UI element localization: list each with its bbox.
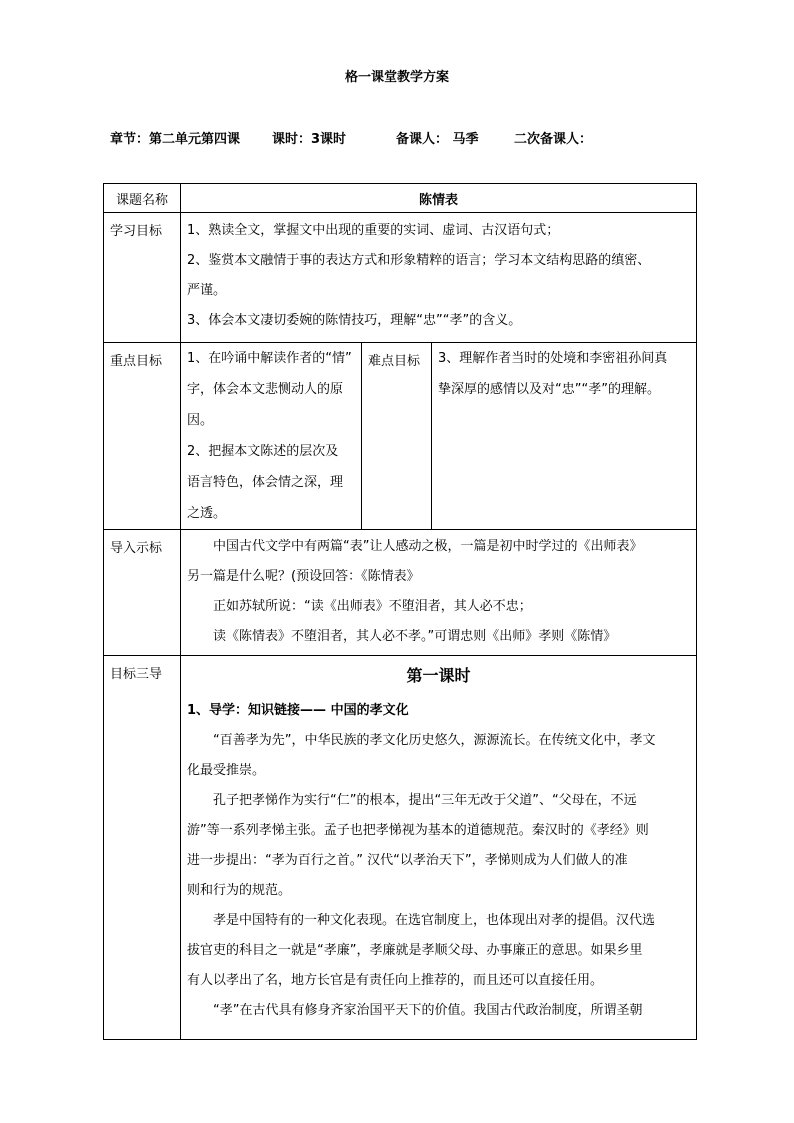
label-intro: 导入示标 xyxy=(104,530,181,656)
guide-cell xyxy=(181,656,697,1040)
row-intro xyxy=(104,530,697,656)
row-goals xyxy=(104,213,697,343)
guide-line: 拔官吏的科目之一就是“孝廉”，孝廉就是孝顺父母、办事廉正的意思。如果乡里 xyxy=(187,943,643,958)
chapter-text: 章节：第二单元第四课 xyxy=(110,132,241,147)
lesson-title: 第一课时 xyxy=(406,666,471,685)
goal-line: 1、熟读全文，掌握文中出现的重要的实词、虚词、古汉语句式； xyxy=(187,223,560,238)
difficulty-line: 挚深厚的感情以及对“忠”“孝”的理解。 xyxy=(438,382,660,397)
label-guide: 目标三导 xyxy=(104,656,181,1040)
topic-value: 陈情表 xyxy=(181,184,697,213)
row-key xyxy=(104,343,697,530)
goals-cell xyxy=(181,213,697,343)
label-topic: 课题名称 xyxy=(104,184,181,213)
key-line: 2、把握本文陈述的层次及 xyxy=(187,444,339,459)
intro-line: 正如苏轼所说：“读《出师表》不堕泪者，其人必不忠； xyxy=(213,599,532,614)
intro-cell xyxy=(181,530,697,656)
meta-line xyxy=(110,128,592,147)
intro-line: 中国古代文学中有两篇“表”让人感动之极，一篇是初中时学过的《出师表》 xyxy=(213,539,643,554)
goal-line: 2、鉴赏本文融情于事的表达方式和形象精粹的语言；学习本文结构思路的缜密、 xyxy=(187,253,651,268)
difficulty-cell xyxy=(432,343,697,530)
key-line: 字，体会本文悲恻动人的原 xyxy=(187,382,344,397)
key-cell xyxy=(181,343,362,530)
guide-line: 游”等一系列孝悌主张。孟子也把孝悌视为基本的道德规范。秦汉时的《孝经》则 xyxy=(187,823,649,838)
document-title: 格一课堂教学方案 xyxy=(344,70,449,85)
guide-line: 有人以孝出了名，地方长官是有责任向上推荐的，而且还可以直接任用。 xyxy=(187,973,604,988)
lesson-plan-table xyxy=(103,183,697,1040)
guide-line: 化最受推崇。 xyxy=(187,763,266,778)
section-heading: 1、导学：知识链接—— 中国的孝文化 xyxy=(187,703,409,718)
key-line: 之透。 xyxy=(187,506,227,521)
second-preparer-text: 二次备课人： xyxy=(514,132,593,147)
key-line: 1、在吟诵中解读作者的“情” xyxy=(187,351,352,366)
difficulty-line: 3、理解作者当时的处境和李密祖孙间真 xyxy=(438,351,668,366)
key-line: 因。 xyxy=(187,413,214,428)
guide-line: 孔子把孝悌作为实行“仁”的根本，提出“三年无改于父道”、“父母在，不远 xyxy=(213,793,637,808)
preparer-text: 备课人： 马季 xyxy=(396,132,479,147)
intro-line: 另一篇是什么呢？(预设回答：《陈情表》 xyxy=(187,569,420,584)
row-guide xyxy=(104,656,697,1040)
guide-line: 进一步提出：“孝为百行之首。” 汉代“以孝治天下”，孝悌则成为人们做人的准 xyxy=(187,853,628,868)
label-key: 重点目标 xyxy=(104,343,181,530)
label-difficulty: 难点目标 xyxy=(362,343,432,530)
guide-line: 孝是中国特有的一种文化表现。在选官制度上，也体现出对孝的提倡。汉代选 xyxy=(213,913,656,928)
guide-line: 则和行为的规范。 xyxy=(187,883,292,898)
guide-line: “百善孝为先”，中华民族的孝文化历史悠久，源源流长。在传统文化中，孝文 xyxy=(213,733,656,748)
intro-line: 读《陈情表》不堕泪者，其人必不孝。”可谓忠则《出师》孝则《陈情》 xyxy=(213,629,617,644)
key-line: 语言特色，体会情之深，理 xyxy=(187,475,344,490)
label-goals: 学习目标 xyxy=(104,213,181,343)
goal-line: 3、体会本文凄切委婉的陈情技巧，理解“忠”“孝”的含义。 xyxy=(187,313,522,328)
row-topic xyxy=(104,184,697,213)
hours-text: 课时：3课时 xyxy=(272,132,347,147)
guide-line: “孝”在古代具有修身齐家治国平天下的价值。我国古代政治制度，所谓圣朝 xyxy=(213,1003,643,1018)
goal-line: 严谨。 xyxy=(187,283,227,298)
